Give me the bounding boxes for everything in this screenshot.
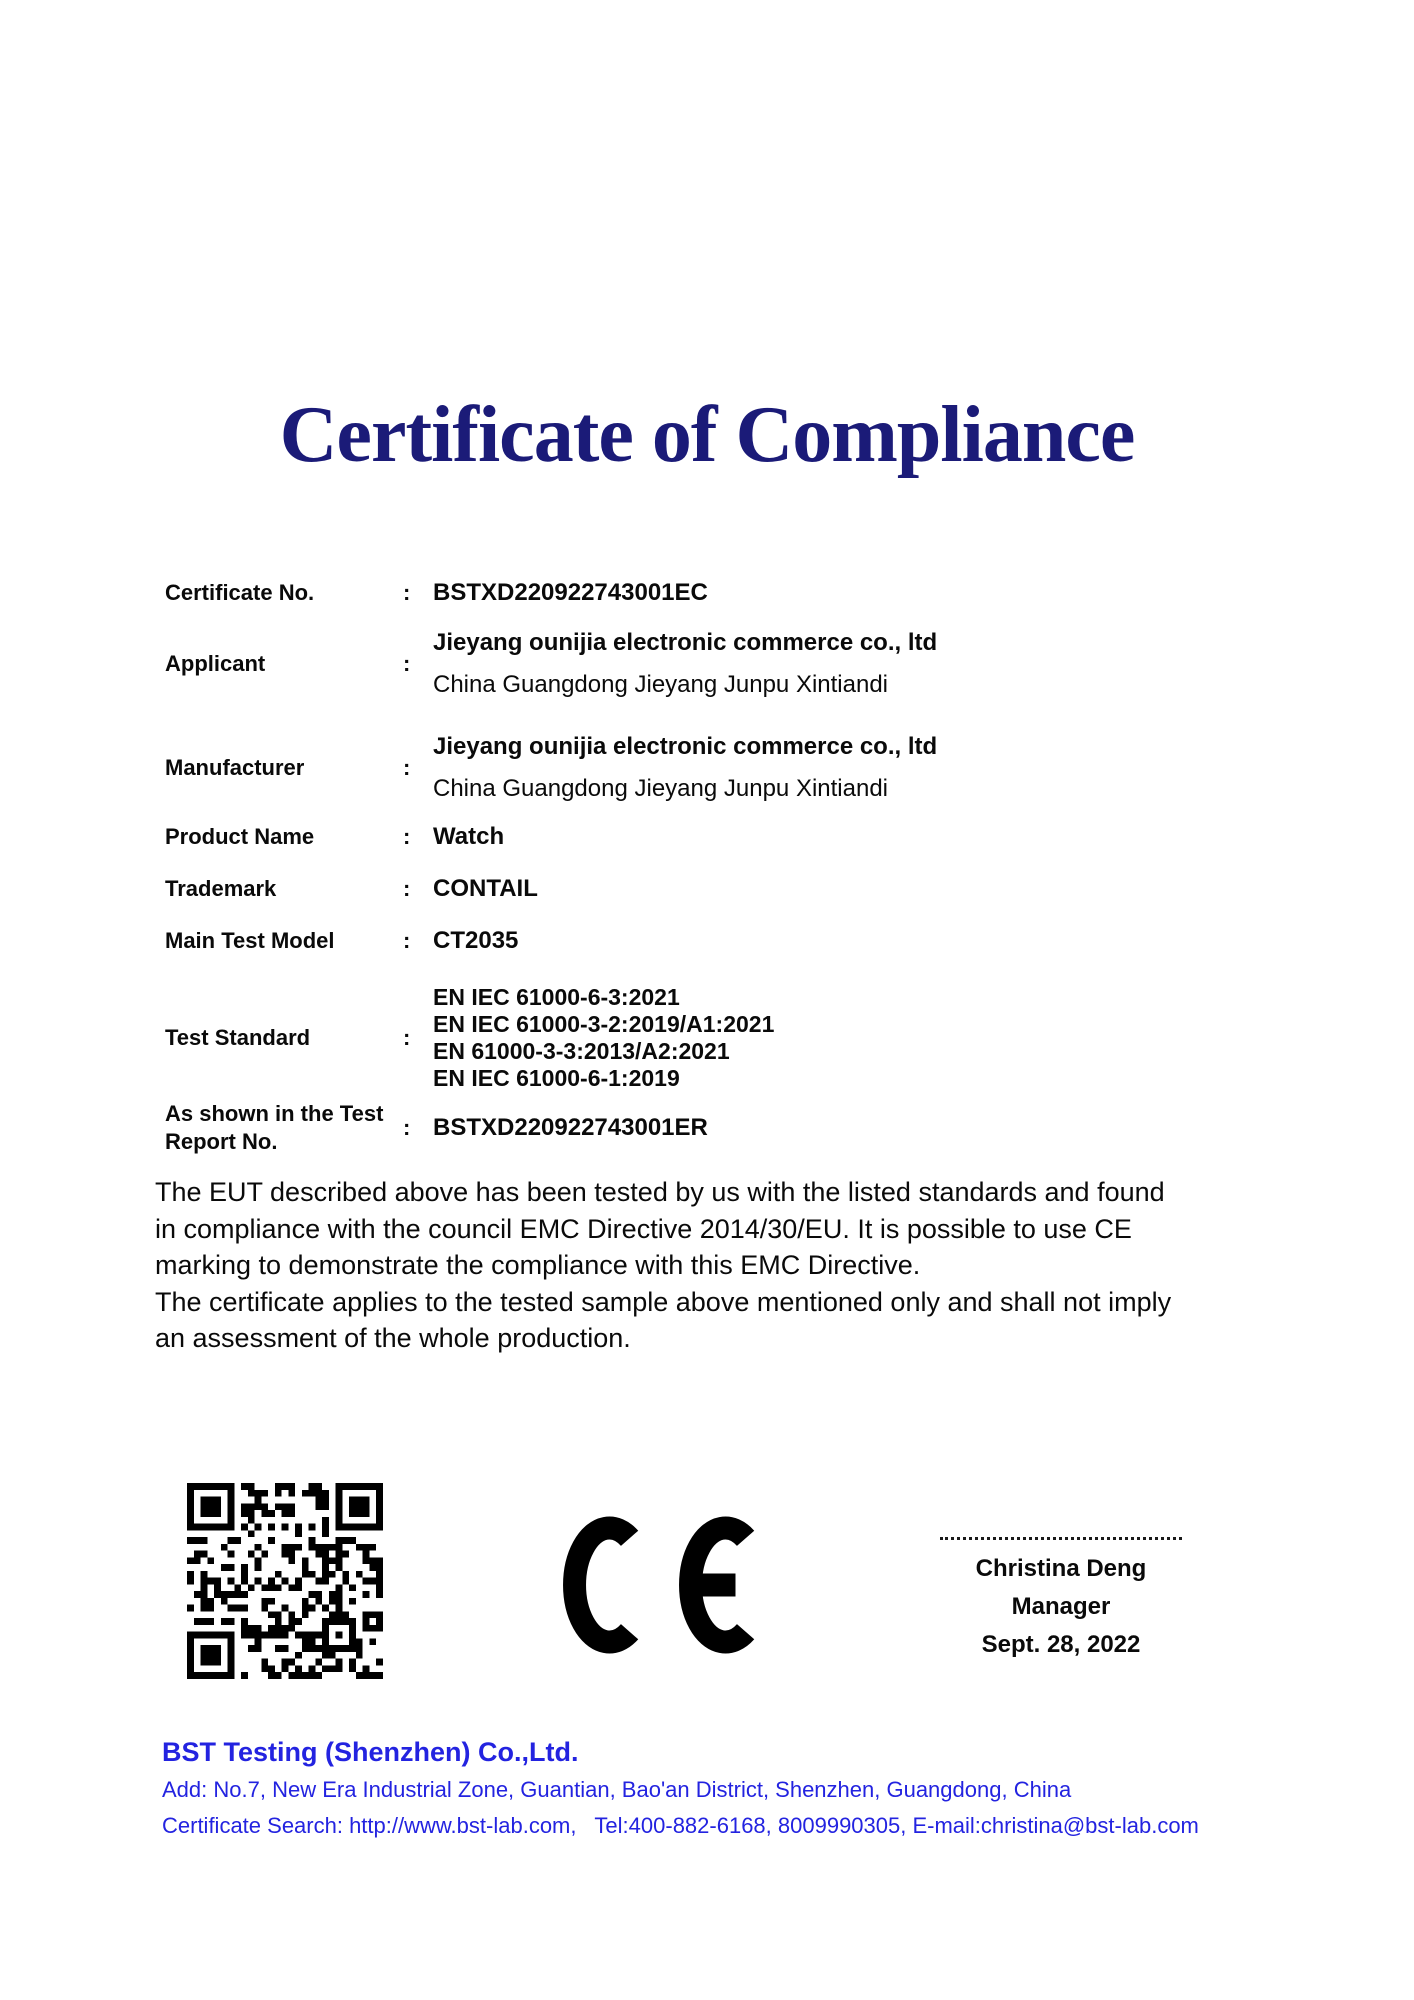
detail-value: EN IEC 61000-6-1:2019 bbox=[433, 1065, 680, 1091]
detail-row-main-test-model bbox=[165, 926, 1255, 956]
statement-line: an assessment of the whole production. bbox=[155, 1323, 631, 1354]
detail-value: EN 61000-3-3:2013/A2:2021 bbox=[433, 1038, 730, 1064]
qr-code bbox=[187, 1483, 383, 1679]
detail-label: As shown in the Test Report No. bbox=[165, 1101, 384, 1154]
page-title: Certificate of Compliance bbox=[279, 391, 1135, 479]
statement-line: The EUT described above has been tested by us with the listed standards and found bbox=[155, 1177, 1165, 1207]
signature-dotted-line bbox=[940, 1537, 1182, 1540]
footer-address: Add: No.7, New Era Industrial Zone, Guantian, Bao'an District, Shenzhen, Guangdong, China bbox=[162, 1777, 1072, 1802]
detail-colon: : bbox=[403, 928, 411, 953]
footer bbox=[162, 1736, 1199, 1844]
detail-colon: : bbox=[403, 824, 411, 849]
detail-value: China Guangdong Jieyang Junpu Xintiandi bbox=[433, 671, 889, 698]
detail-value: CONTAIL bbox=[433, 875, 538, 902]
detail-colon: : bbox=[403, 876, 411, 901]
detail-value: China Guangdong Jieyang Junpu Xintiandi bbox=[433, 775, 889, 802]
footer-contact: Certificate Search: http://www.bst-lab.com, Tel:400-882-6168, 8009990305, E-mail:christina@bst-lab.com bbox=[162, 1813, 1199, 1838]
detail-label: Certificate No. bbox=[165, 580, 315, 605]
detail-label: Main Test Model bbox=[165, 928, 335, 953]
detail-value: Watch bbox=[433, 823, 505, 850]
signature-block bbox=[940, 1537, 1182, 1664]
detail-value: CT2035 bbox=[433, 927, 519, 954]
detail-row-certificate-no bbox=[165, 578, 1255, 608]
detail-value: BSTXD220922743001ER bbox=[433, 1114, 708, 1141]
detail-colon: : bbox=[403, 1115, 411, 1140]
detail-label: Test Standard bbox=[165, 1025, 311, 1050]
statement-line: marking to demonstrate the compliance with this EMC Directive. bbox=[155, 1250, 921, 1281]
detail-value: EN IEC 61000-6-3:2021 bbox=[433, 984, 680, 1010]
signatory-title: Manager bbox=[1011, 1593, 1111, 1620]
detail-colon: : bbox=[403, 755, 411, 780]
statement-paragraph bbox=[155, 1174, 1275, 1357]
detail-row-applicant bbox=[165, 622, 1255, 706]
detail-value: EN IEC 61000-3-2:2019/A1:2021 bbox=[433, 1011, 775, 1037]
detail-row-test-report-no bbox=[165, 1100, 1255, 1156]
statement-line: The certificate applies to the tested sample above mentioned only and shall not imply bbox=[155, 1286, 1172, 1317]
ce-mark-icon bbox=[552, 1500, 782, 1670]
signatory-name: Christina Deng bbox=[975, 1555, 1147, 1582]
footer-company-name: BST Testing (Shenzhen) Co.,Ltd. bbox=[162, 1737, 579, 1767]
detail-row-product-name bbox=[165, 822, 1255, 852]
detail-colon: : bbox=[403, 1025, 411, 1050]
detail-colon: : bbox=[403, 651, 411, 676]
detail-label: Manufacturer bbox=[165, 755, 305, 780]
details-table bbox=[165, 578, 1255, 1156]
detail-label: Trademark bbox=[165, 876, 277, 901]
detail-label: Product Name bbox=[165, 824, 315, 849]
detail-value: Jieyang ounijia electronic commerce co., ltd bbox=[433, 733, 938, 760]
detail-row-trademark bbox=[165, 874, 1255, 904]
detail-label: Applicant bbox=[165, 651, 266, 676]
detail-colon: : bbox=[403, 580, 411, 605]
detail-value: Jieyang ounijia electronic commerce co., ltd bbox=[433, 629, 938, 656]
detail-value: BSTXD220922743001EC bbox=[433, 579, 708, 606]
statement-line: in compliance with the council EMC Directive 2014/30/EU. It is possible to use CE bbox=[155, 1213, 1132, 1244]
detail-row-test-standard bbox=[165, 984, 1255, 1092]
detail-row-manufacturer bbox=[165, 726, 1255, 810]
signature-date: Sept. 28, 2022 bbox=[981, 1631, 1141, 1658]
